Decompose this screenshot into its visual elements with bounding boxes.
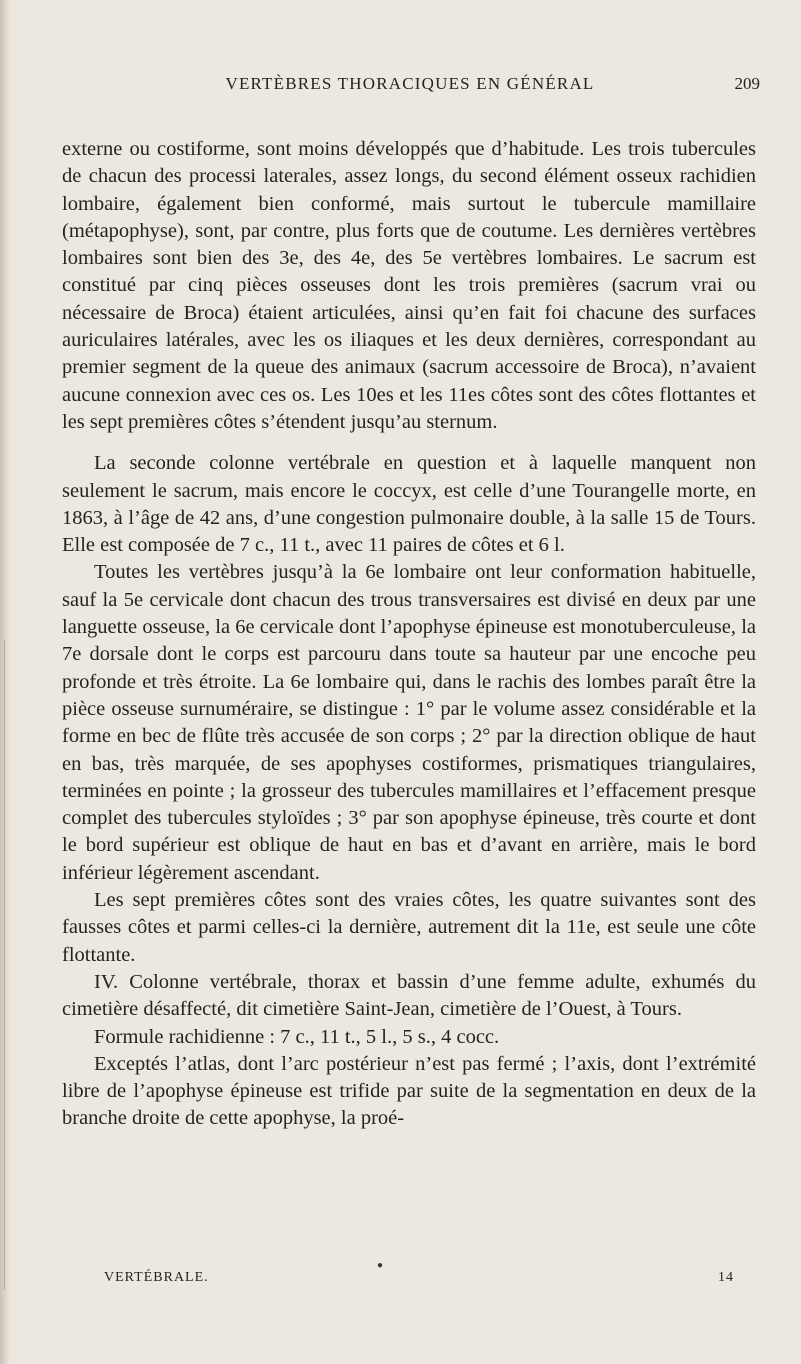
running-head-title: VERTÈBRES THORACIQUES EN GÉNÉRAL [225, 74, 595, 93]
paragraph: Les sept premières côtes sont des vraies côtes, les quatre suivantes sont des fausses côtes et parmi celles-ci la dernière, autrement dit la 11e, est seule une côte flottante. [62, 889, 756, 966]
signature-mark: VERTÉBRALE. [104, 1270, 209, 1285]
paragraph: Exceptés l’atlas, dont l’arc postérieur n’est pas fermé ; l’axis, dont l’extrémité libre de l’apophyse épineuse est trifide par suite de la segmentation en deux de la branche droite de cette apophyse, la proé- [62, 1052, 756, 1130]
page-spine-shadow [0, 0, 10, 1364]
page-fold-line [4, 640, 5, 1290]
paragraph: Toutes les vertèbres jusqu’à la 6e lombaire ont leur conformation habituelle, sauf la 5e cervicale dont chacun des trous transversaires est divisé en deux par une languette osseuse, la 6e cervicale dont l’apophyse épineuse est monotuberculeuse, la 7e dorsale dont le corps est parcouru dans toute sa hauteur par une encoche peu profonde et très étroite. La 6e lombaire qui, dans le rachis des lombes paraît être la pièce osseuse surnuméraire, se distingue : 1° par le volume assez considérable et la forme en bec de flûte très accusée de son corps ; 2° par la direction oblique de haut en bas, très marquée, de ses apophyses costiformes, prismatiques triangulaires, terminées en pointe ; la grosseur des tubercules mamillaires et l’effacement presque complet des tubercules styloïdes ; 3° par son apophyse épineuse, très courte et dont le bord supérieur est oblique de haut en bas et d’avant en arrière, mais le bord inférieur légèrement ascendant. [62, 561, 756, 884]
paragraph: IV. Colonne vertébrale, thorax et bassin d’une femme adulte, exhumés du cimetière désaffecté, dit cimetière Saint-Jean, cimetière de l’Ouest, à Tours. [62, 970, 756, 1021]
ink-dot-icon: ● [377, 1260, 385, 1271]
page-footer [104, 1260, 734, 1294]
paragraph: La seconde colonne vertébrale en question et à laquelle manquent non seulement le sacrum, mais encore le coccyx, est celle d’une Tourangelle morte, en 1863, à l’âge de 42 ans, d’une congestion pulmonaire double, à la salle 15 de Tours. Elle est composée de 7 c., 11 t., avec 11 paires de côtes et 6 l. [62, 452, 756, 557]
body-text [62, 136, 756, 1133]
sheet-number: 14 [718, 1270, 734, 1285]
paragraph: Formule rachidienne : 7 c., 11 t., 5 l., 5 s., 4 cocc. [94, 1025, 500, 1048]
page-number: 209 [734, 74, 760, 93]
running-head [60, 74, 760, 100]
paragraph: externe ou costiforme, sont moins développés que d’habitude. Les trois tubercules de chacun des processi laterales, assez longs, du second élément osseux rachidien lombaire, également bien conformé, mais surtout le tubercule mamillaire (métapophyse), sont, par contre, plus forts que de coutume. Les dernières vertèbres lombaires sont bien des 3e, des 4e, des 5e vertèbres lombaires. Le sacrum est constitué par cinq pièces osseuses dont les trois premières (sacrum vrai ou nécessaire de Broca) étaient articulées, ainsi qu’en fait foi chacune des surfaces auriculaires latérales, avec les os iliaques et les deux dernières, correspondant au premier segment de la queue des animaux (sacrum accessoire de Broca), n’avaient aucune connexion avec ces os. Les 10es et les 11es côtes sont des côtes flottantes et les sept premières côtes s’étendent jusqu’au sternum. [62, 138, 756, 433]
